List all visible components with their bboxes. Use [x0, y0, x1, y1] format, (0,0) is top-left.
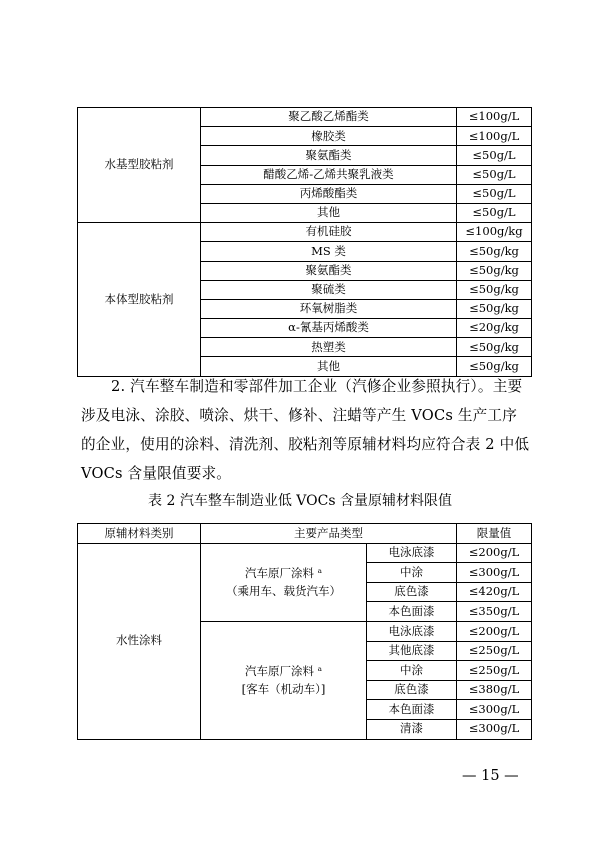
adhesive-voc-limit-table [77, 107, 532, 377]
table-row [78, 223, 532, 242]
item-cell: 聚氨酯类 [201, 261, 457, 280]
limit-cell: ≤300g/L [457, 563, 532, 583]
limit-cell: ≤50g/kg [457, 261, 532, 280]
item-cell: 丙烯酸酯类 [201, 184, 457, 203]
limit-cell: ≤250g/L [457, 661, 532, 681]
table-row [78, 108, 532, 127]
product-type-line1: 汽车原厂涂料 ᵃ [244, 663, 323, 678]
header-material-category: 原辅材料类别 [78, 524, 201, 544]
limit-cell: ≤100g/L [457, 127, 532, 146]
coating-subtype-cell: 中涂 [367, 563, 457, 583]
product-type-line2: （乘用车、载货汽车） [226, 584, 341, 599]
coating-subtype-cell: 底色漆 [367, 582, 457, 602]
table-row [78, 543, 532, 563]
item-cell: 其他 [201, 203, 457, 222]
limit-cell: ≤100g/L [457, 108, 532, 127]
limit-cell: ≤50g/L [457, 203, 532, 222]
item-cell: 聚乙酸乙烯酯类 [201, 108, 457, 127]
limit-cell: ≤50g/L [457, 184, 532, 203]
coating-subtype-cell: 清漆 [367, 719, 457, 739]
limit-cell: ≤50g/kg [457, 242, 532, 261]
item-cell: 橡胶类 [201, 127, 457, 146]
coating-subtype-cell: 本色面漆 [367, 700, 457, 720]
category-cell: 水基型胶粘剂 [78, 108, 201, 223]
auto-manufacturing-voc-limit-table [77, 523, 532, 740]
item-cell: 聚硫类 [201, 280, 457, 299]
product-type-cell [201, 621, 367, 739]
body-paragraph [81, 372, 531, 488]
limit-cell: ≤350g/L [457, 602, 532, 622]
item-cell: 环氧树脂类 [201, 299, 457, 318]
header-limit: 限量值 [457, 524, 532, 544]
category-cell: 本体型胶粘剂 [78, 223, 201, 377]
coating-subtype-cell: 本色面漆 [367, 602, 457, 622]
page-number: — 15 — [462, 768, 519, 784]
coating-subtype-cell: 底色漆 [367, 680, 457, 700]
coating-subtype-cell: 其他底漆 [367, 641, 457, 661]
product-type-line2: [客车（机动车）] [241, 682, 326, 697]
limit-cell: ≤300g/L [457, 719, 532, 739]
limit-cell: ≤20g/kg [457, 319, 532, 338]
paragraph-text: 2. 汽车整车制造和零部件加工企业（汽修企业参照执行）。主要涉及电泳、涂胶、喷涂、烘干、修补、注蜡等产生 VOCs 生产工序的企业，使用的涂料、清洗剂、胶粘剂等原辅材料均应符合表 2 中低 VOCs 含量限值要求。 [81, 378, 530, 482]
limit-cell: ≤100g/kg [457, 223, 532, 242]
item-cell: 热塑类 [201, 338, 457, 357]
item-cell: 聚氨酯类 [201, 146, 457, 165]
product-type-cell [201, 543, 367, 621]
coating-subtype-cell: 电泳底漆 [367, 621, 457, 641]
limit-cell: ≤50g/kg [457, 357, 532, 376]
limit-cell: ≤50g/L [457, 146, 532, 165]
limit-cell: ≤420g/L [457, 582, 532, 602]
table2-caption: 表 2 汽车整车制造业低 VOCs 含量原辅材料限值 [148, 493, 452, 509]
product-type-line1: 汽车原厂涂料 ᵃ [244, 565, 323, 580]
coating-subtype-cell: 电泳底漆 [367, 543, 457, 563]
table2-header-row [78, 524, 532, 544]
limit-cell: ≤200g/L [457, 621, 532, 641]
limit-cell: ≤50g/kg [457, 299, 532, 318]
limit-cell: ≤380g/L [457, 680, 532, 700]
limit-cell: ≤50g/L [457, 165, 532, 184]
item-cell: MS 类 [201, 242, 457, 261]
limit-cell: ≤300g/L [457, 700, 532, 720]
coating-subtype-cell: 中涂 [367, 661, 457, 681]
material-category-cell: 水性涂料 [78, 543, 201, 739]
item-cell: α-氰基丙烯酸类 [201, 319, 457, 338]
limit-cell: ≤50g/kg [457, 280, 532, 299]
limit-cell: ≤50g/kg [457, 338, 532, 357]
item-cell: 有机硅胶 [201, 223, 457, 242]
item-cell: 醋酸乙烯-乙烯共聚乳液类 [201, 165, 457, 184]
item-cell: 其他 [201, 357, 457, 376]
limit-cell: ≤200g/L [457, 543, 532, 563]
header-product-type: 主要产品类型 [201, 524, 457, 544]
limit-cell: ≤250g/L [457, 641, 532, 661]
